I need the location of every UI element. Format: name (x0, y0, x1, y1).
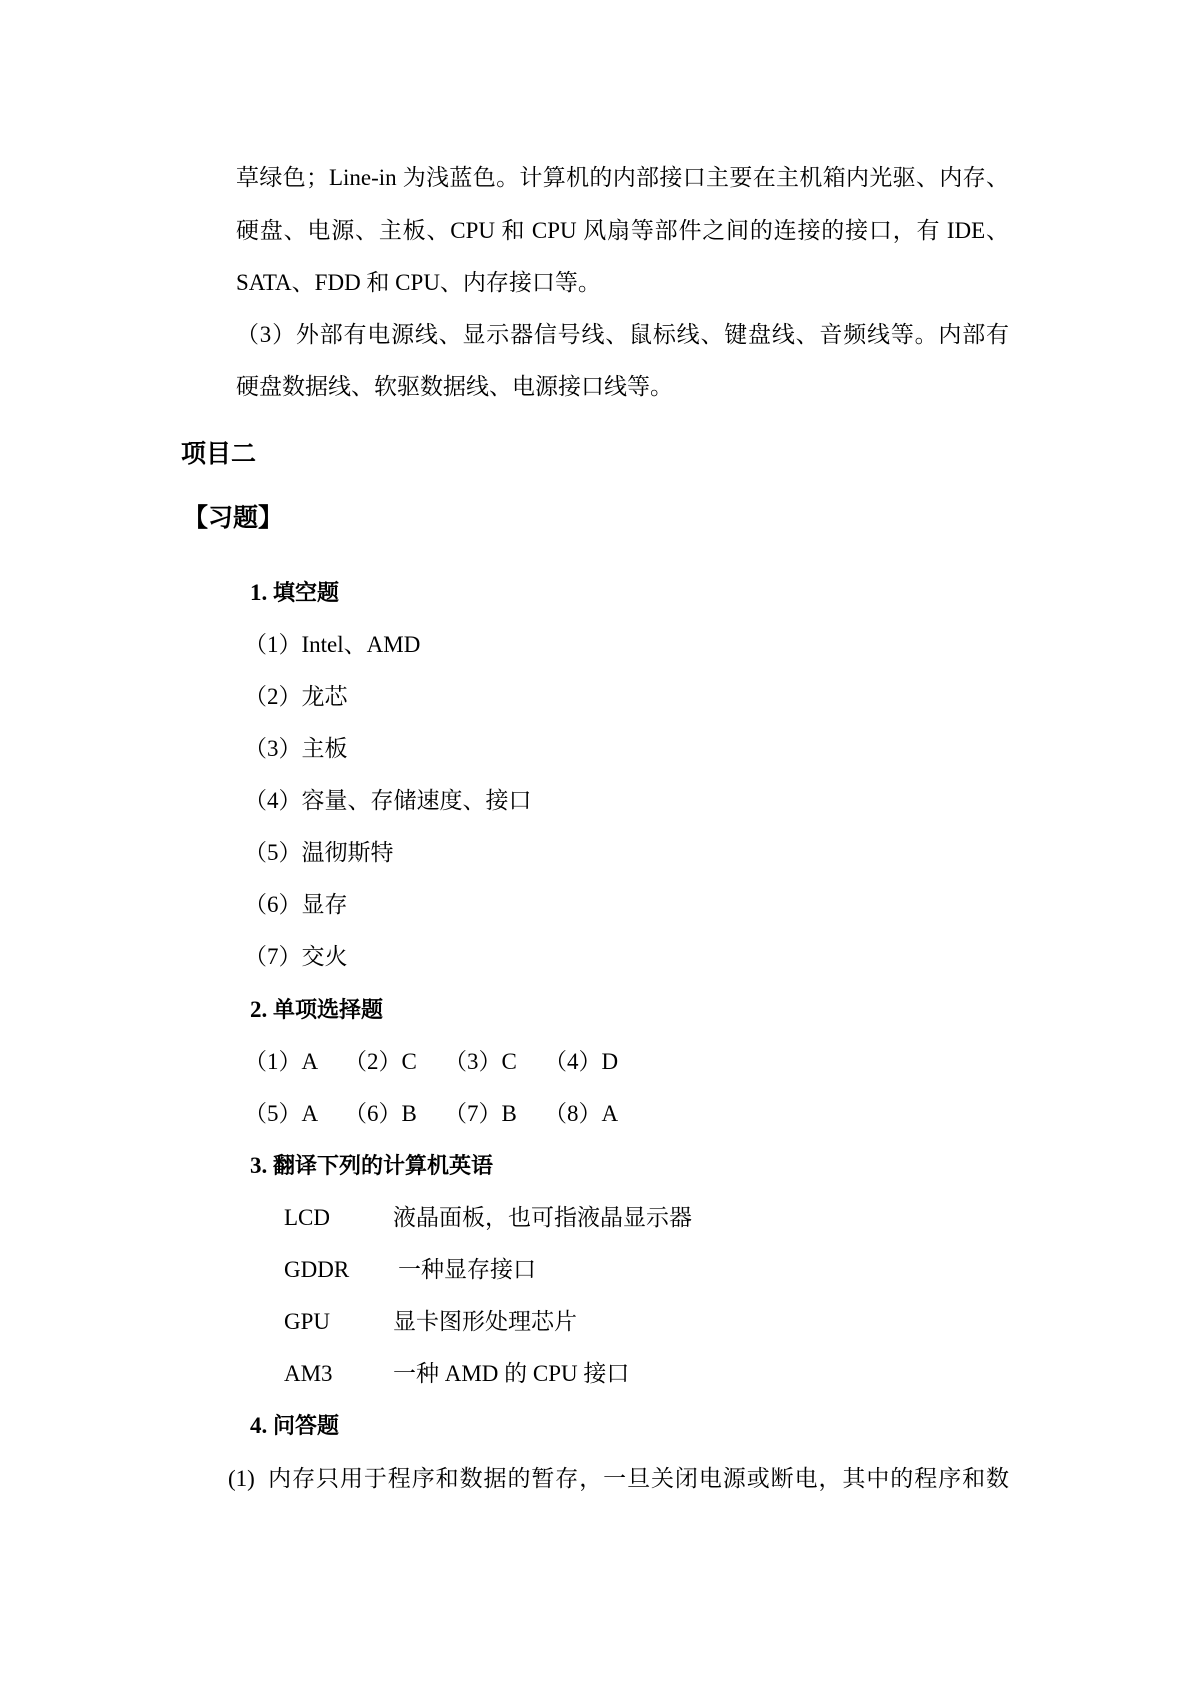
section-2-title: 单项选择题 (273, 998, 384, 1023)
section-1-title: 填空题 (273, 581, 340, 606)
term-row (284, 1307, 784, 1337)
choice-answer-4: （4）D (544, 1049, 619, 1074)
fill-item-5: （5）温彻斯特 (244, 840, 394, 865)
intro-line-4: （3）外部有电源线、显示器信号线、鼠标线、键盘线、音频线等。内部有 (236, 322, 1009, 347)
term-gpu-meaning: 显卡图形处理芯片 (393, 1309, 577, 1334)
choice-answer-7: （7）B (444, 1101, 517, 1126)
fill-item-4: （4）容量、存储速度、接口 (244, 788, 532, 813)
term-am3-meaning: 一种 AMD 的 CPU 接口 (393, 1361, 630, 1386)
fill-item-7: （7）交火 (244, 944, 348, 969)
term-am3: AM3 (284, 1361, 333, 1386)
section-2-heading (250, 995, 383, 1026)
intro-line-5: 硬盘数据线、软驱数据线、电源接口线等。 (236, 374, 673, 399)
term-gddr: GDDR (284, 1257, 350, 1282)
choice-answer-6: （6）B (344, 1101, 417, 1126)
qa-answer-1: (1) 内存只用于程序和数据的暂存，一旦关闭电源或断电，其中的程序和数 (228, 1466, 1009, 1491)
section-3-title: 翻译下列的计算机英语 (273, 1154, 494, 1179)
fill-item-3: （3）主板 (244, 736, 348, 761)
term-gpu: GPU (284, 1309, 331, 1334)
fill-item-2: （2）龙芯 (244, 684, 348, 709)
section-4-heading (250, 1411, 339, 1442)
section-2-number: 2. (250, 997, 268, 1022)
term-row (284, 1255, 784, 1285)
term-gddr-meaning: 一种显存接口 (398, 1257, 536, 1282)
choice-answer-3: （3）C (444, 1049, 517, 1074)
section-4-number: 4. (250, 1413, 268, 1438)
intro-line-1: 草绿色；Line-in 为浅蓝色。计算机的内部接口主要在主机箱内光驱、内存、 (236, 165, 1009, 190)
section-3-heading (250, 1151, 493, 1182)
intro-line-2: 硬盘、电源、主板、CPU 和 CPU 风扇等部件之间的连接的接口，有 IDE、 (236, 218, 1009, 243)
choice-answer-5: （5）A (244, 1101, 319, 1126)
project-title: 项目二 (181, 439, 257, 468)
term-row (284, 1359, 784, 1389)
choice-answer-2: （2）C (344, 1049, 417, 1074)
fill-item-1: （1）Intel、AMD (244, 632, 421, 657)
intro-line-3: SATA、FDD 和 CPU、内存接口等。 (236, 270, 601, 295)
term-lcd: LCD (284, 1205, 330, 1230)
choice-row-1 (244, 1047, 664, 1077)
choice-answer-1: （1）A (244, 1049, 319, 1074)
fill-item-6: （6）显存 (244, 892, 348, 917)
section-1-heading (250, 578, 339, 609)
section-1-number: 1. (250, 580, 268, 605)
section-4-title: 问答题 (273, 1414, 340, 1439)
choice-row-2 (244, 1099, 664, 1129)
term-row (284, 1203, 784, 1233)
exercise-title: 【习题】 (183, 503, 284, 532)
section-3-number: 3. (250, 1153, 268, 1178)
choice-answer-8: （8）A (544, 1101, 619, 1126)
term-lcd-meaning: 液晶面板，也可指液晶显示器 (393, 1205, 692, 1230)
